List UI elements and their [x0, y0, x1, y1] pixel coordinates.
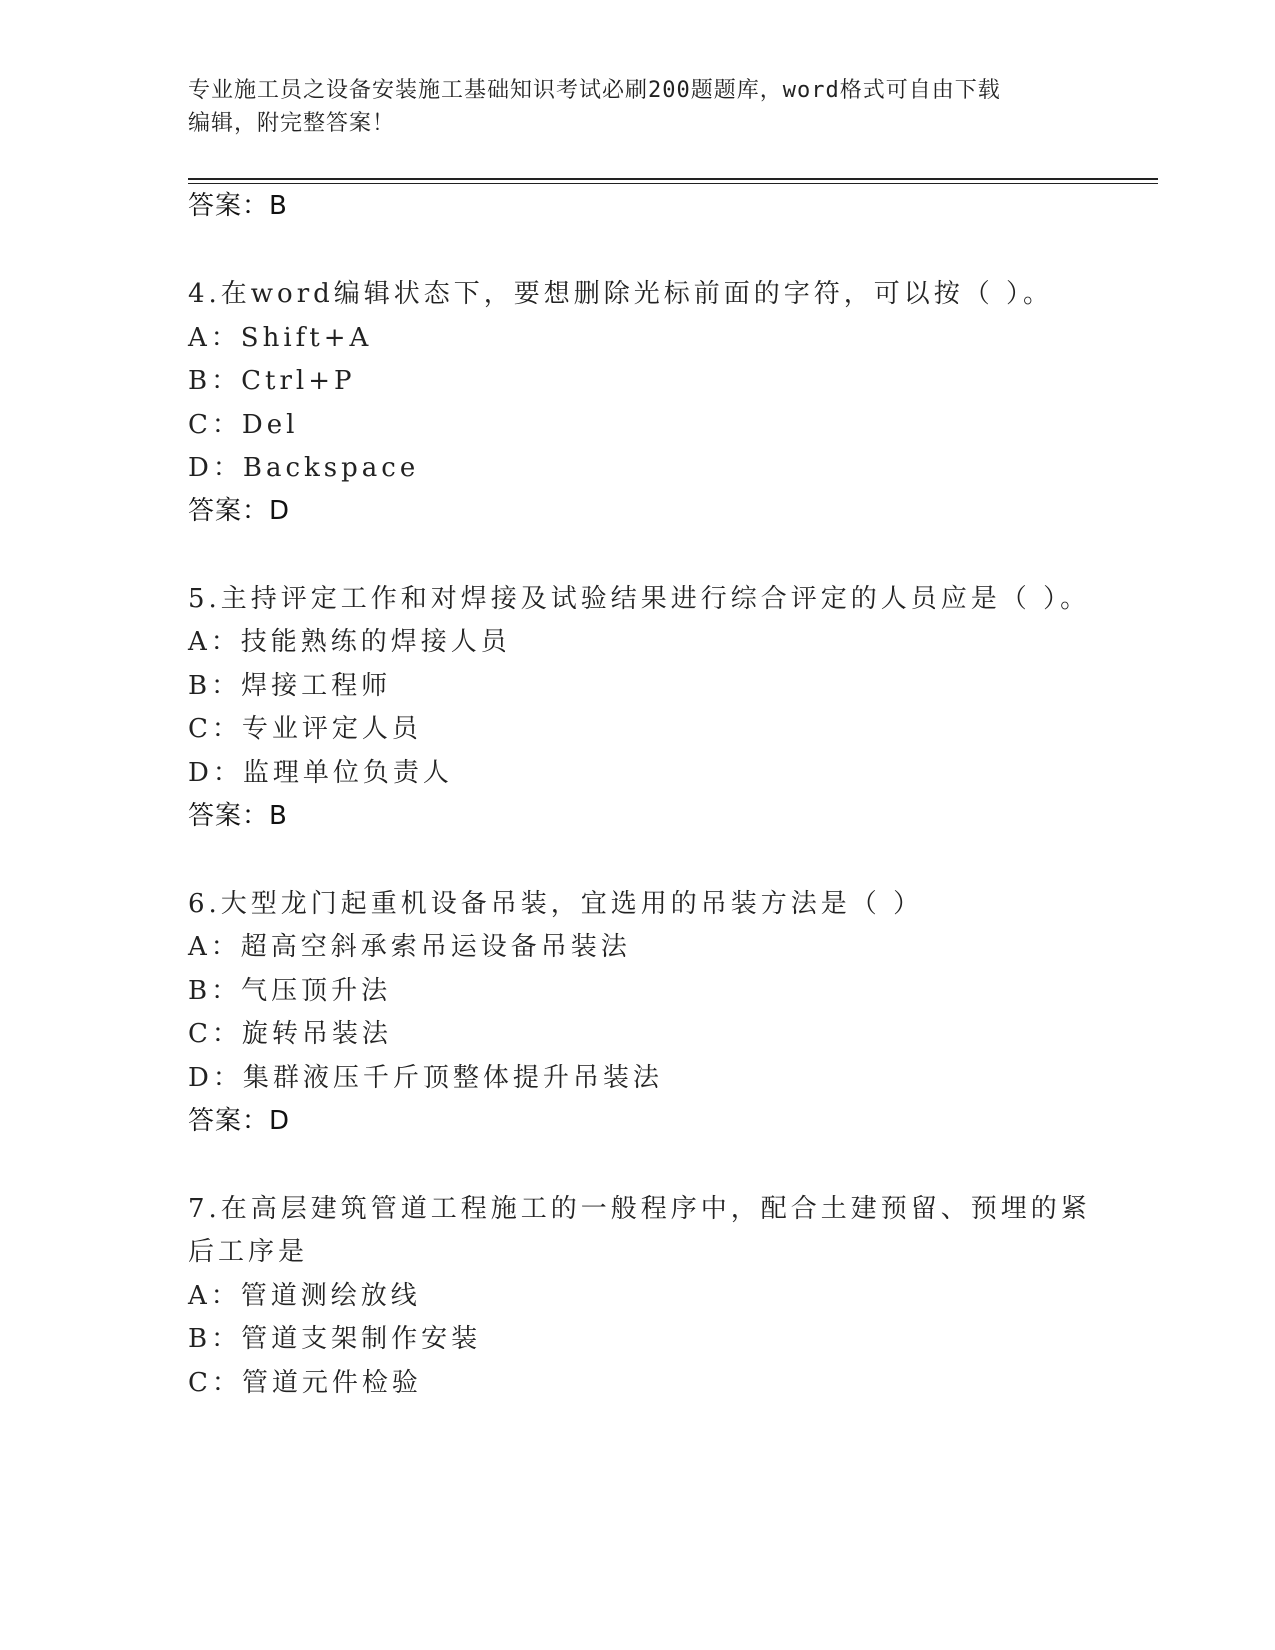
question-5-text: 5.主持评定工作和对焊接及试验结果进行综合评定的人员应是（ ）。 [188, 584, 1091, 614]
question-7-text-line-2: 后工序是 [188, 1237, 309, 1267]
question-6-text: 6.大型龙门起重机设备吊装，宜选用的吊装方法是（ ） [188, 889, 924, 919]
header-rule-thin [188, 183, 1158, 184]
question-4-answer: 答案：D [188, 496, 291, 526]
question-7-option-c: C：管道元件检验 [188, 1368, 422, 1398]
question-4-option-a: A：Shift+A [188, 323, 373, 353]
question-6-option-b: B：气压顶升法 [188, 976, 392, 1006]
document-header [188, 74, 1088, 140]
answer-previous: 答案：B [188, 191, 288, 221]
question-6-option-a: A：超高空斜承索吊运设备吊装法 [188, 932, 631, 962]
header-line-1: 专业施工员之设备安装施工基础知识考试必刷200题题库，word格式可自由下载 [188, 78, 1001, 103]
question-5-option-c: C：专业评定人员 [188, 714, 422, 744]
question-7-option-b: B：管道支架制作安装 [188, 1324, 482, 1354]
question-6-option-d: D：集群液压千斤顶整体提升吊装法 [188, 1063, 663, 1093]
question-4-option-d: D：Backspace [188, 453, 420, 483]
header-line-2: 编辑，附完整答案！ [188, 111, 396, 136]
question-5-option-d: D：监理单位负责人 [188, 758, 453, 788]
header-rule-thick [188, 178, 1158, 180]
question-7-option-a: A：管道测绘放线 [188, 1281, 421, 1311]
question-4-option-b: B：Ctrl+P [188, 366, 356, 396]
question-7-text-line-1: 7.在高层建筑管道工程施工的一般程序中，配合土建预留、预埋的紧 [188, 1194, 1091, 1224]
question-6-option-c: C：旋转吊装法 [188, 1019, 392, 1049]
question-6-answer: 答案：D [188, 1106, 291, 1136]
question-5-option-a: A：技能熟练的焊接人员 [188, 627, 511, 657]
question-4-option-c: C：Del [188, 410, 299, 440]
question-4-text: 4.在word编辑状态下，要想删除光标前面的字符，可以按（ ）。 [188, 279, 1054, 309]
question-5-option-b: B：焊接工程师 [188, 671, 392, 701]
question-5-answer: 答案：B [188, 801, 288, 831]
